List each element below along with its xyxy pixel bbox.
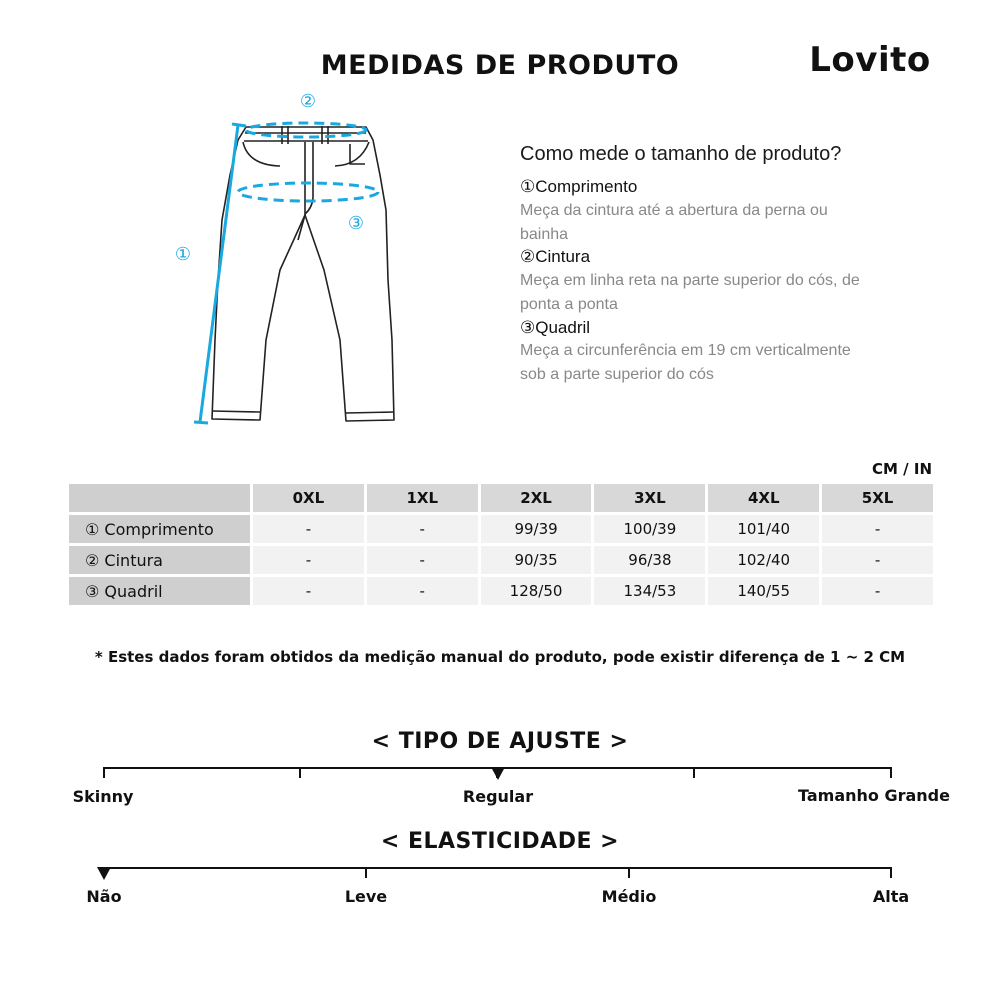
table-cell: 100/39 xyxy=(594,515,705,543)
column-header: 0XL xyxy=(253,484,364,512)
table-cell: - xyxy=(367,546,478,574)
page-title: MEDIDAS DE PRODUTO xyxy=(320,50,680,81)
elasticity-scale-tick xyxy=(890,867,892,878)
column-header: 1XL xyxy=(367,484,478,512)
table-row xyxy=(69,577,933,605)
fit-selected-marker xyxy=(491,767,505,780)
table-cell: - xyxy=(253,515,364,543)
row-label: ② Cintura xyxy=(69,546,250,574)
instruction-text-length xyxy=(520,199,920,247)
instruction-text-waist xyxy=(520,269,920,317)
label-waist: ② xyxy=(299,91,317,112)
elasticity-scale-line xyxy=(103,867,892,869)
table-cell: 96/38 xyxy=(594,546,705,574)
fit-type-title: < TIPO DE AJUSTE > xyxy=(371,729,629,754)
label-hip: ③ xyxy=(347,213,365,234)
fit-label-regular: Regular xyxy=(462,787,534,806)
instruction-text-hip xyxy=(520,339,920,387)
instruction-heading-length: ①Comprimento xyxy=(520,177,638,196)
table-corner-cell xyxy=(69,484,250,512)
elasticity-title: < ELASTICIDADE > xyxy=(380,829,620,854)
table-cell: - xyxy=(822,546,933,574)
measurement-note: * Estes dados foram obtidos da medição manual do produto, pode existir diferença de 1 ~ 2 CM xyxy=(94,648,906,666)
instruction-text-line: Meça da cintura até a abertura da perna ou xyxy=(520,202,828,219)
instructions-question: Como mede o tamanho de produto? xyxy=(520,143,842,165)
instruction-heading-waist: ②Cintura xyxy=(520,247,591,266)
column-header: 2XL xyxy=(481,484,592,512)
elasticity-label-medium: Médio xyxy=(601,887,657,906)
table-cell: 102/40 xyxy=(708,546,819,574)
elasticity-label-light: Leve xyxy=(344,887,388,906)
table-cell: 99/39 xyxy=(481,515,592,543)
table-cell: 140/55 xyxy=(708,577,819,605)
instruction-text-line: bainha xyxy=(520,226,569,243)
table-cell: - xyxy=(822,577,933,605)
fit-scale-tick xyxy=(103,767,105,778)
size-table xyxy=(66,481,936,608)
elasticity-scale-tick xyxy=(628,867,630,878)
label-length: ① xyxy=(174,244,192,265)
table-cell: - xyxy=(822,515,933,543)
column-header: 3XL xyxy=(594,484,705,512)
instruction-text-line: Meça a circunferência em 19 cm verticalmente xyxy=(520,342,851,359)
table-row xyxy=(69,546,933,574)
table-cell: - xyxy=(367,515,478,543)
row-label: ③ Quadril xyxy=(69,577,250,605)
fit-scale-tick xyxy=(693,767,695,778)
instruction-heading-hip: ③Quadril xyxy=(520,318,591,337)
elasticity-label-high: Alta xyxy=(872,887,910,906)
elasticity-label-none: Não xyxy=(86,887,122,906)
fit-scale-tick xyxy=(890,767,892,778)
fit-label-plus-size: Tamanho Grande xyxy=(798,786,950,805)
units-label: CM / IN xyxy=(872,460,932,478)
column-header: 5XL xyxy=(822,484,933,512)
elasticity-selected-marker xyxy=(97,867,111,880)
instruction-text-line: ponta a ponta xyxy=(520,296,618,313)
table-header-row xyxy=(69,484,933,512)
table-cell: - xyxy=(253,577,364,605)
table-cell: 134/53 xyxy=(594,577,705,605)
fit-scale-tick xyxy=(299,767,301,778)
table-cell: - xyxy=(253,546,364,574)
row-label: ① Comprimento xyxy=(69,515,250,543)
instruction-text-line: Meça em linha reta na parte superior do cós, de xyxy=(520,272,860,289)
column-header: 4XL xyxy=(708,484,819,512)
table-cell: 90/35 xyxy=(481,546,592,574)
instruction-text-line: sob a parte superior do cós xyxy=(520,366,714,383)
table-row xyxy=(69,515,933,543)
elasticity-scale-tick xyxy=(365,867,367,878)
pants-diagram xyxy=(160,80,420,440)
table-cell: 101/40 xyxy=(708,515,819,543)
table-cell: - xyxy=(367,577,478,605)
brand-logo: Lovito xyxy=(809,40,931,80)
table-cell: 128/50 xyxy=(481,577,592,605)
fit-label-skinny: Skinny xyxy=(72,787,134,806)
